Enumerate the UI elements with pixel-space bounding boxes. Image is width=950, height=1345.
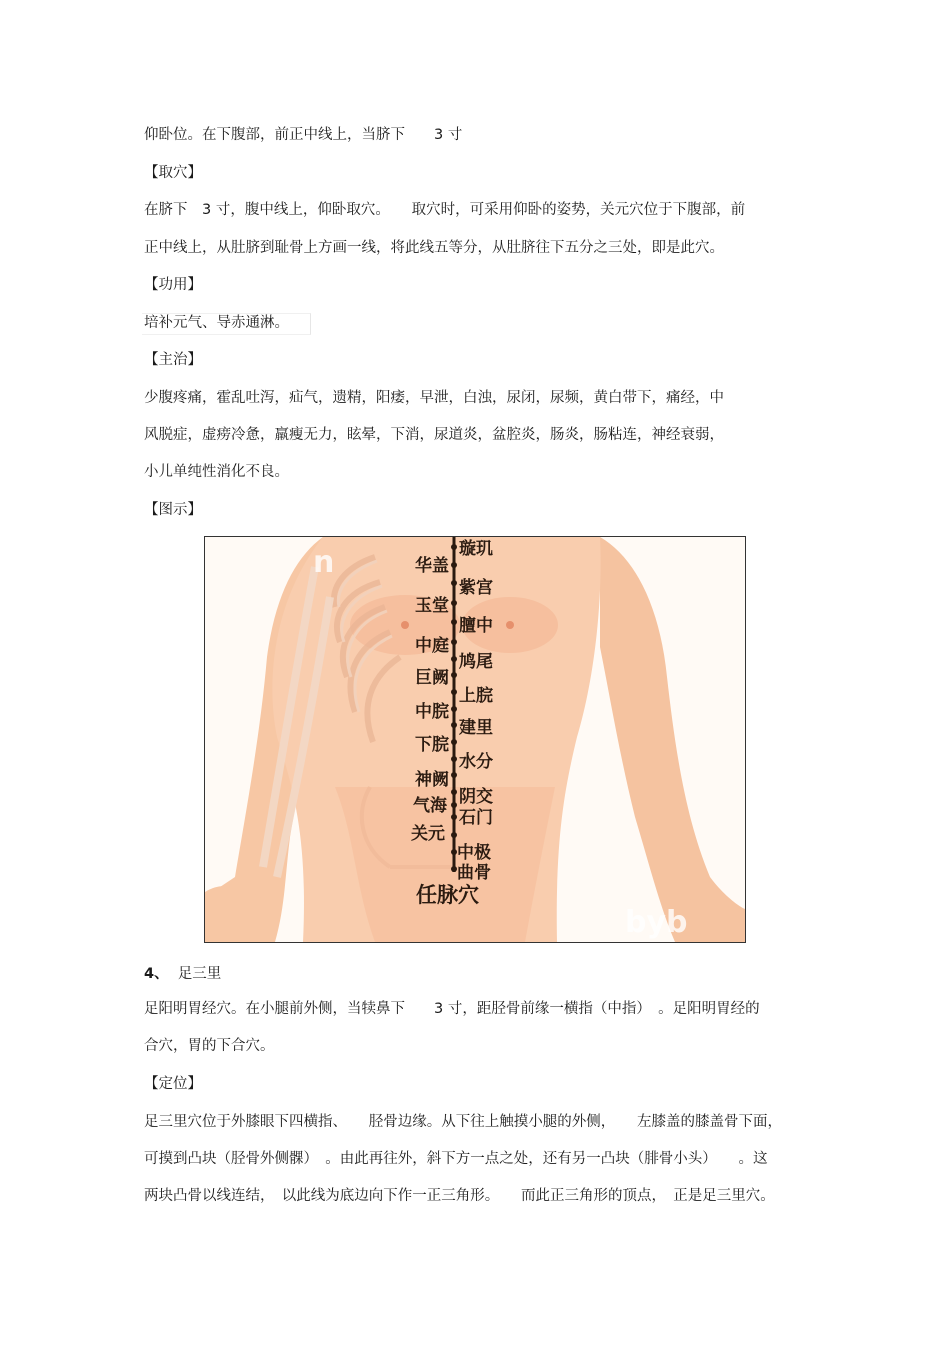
section-heading-gongyong: 【功用】	[144, 277, 202, 293]
section-heading-tushi: 【图示】	[144, 502, 202, 518]
acupoint-label-right: 紫宫	[459, 578, 493, 598]
text-line: 在脐下 3 寸，腹中线上，仰卧取穴。 取穴时，可采用仰卧的姿势，关元穴位于下腹部，前	[144, 202, 746, 218]
section-number	[144, 964, 221, 984]
acupoint-label-left: 巨阙	[415, 668, 449, 688]
acupoint-label-left: 中庭	[415, 636, 449, 656]
text-line: 小儿单纯性消化不良。	[144, 464, 289, 480]
figure-title: 任脉穴	[416, 882, 479, 907]
text-line: 培补元气、导赤通淋。	[144, 315, 289, 331]
acupoint-label-right: 上脘	[459, 686, 493, 706]
text-line: 少腹疼痛，霍乱吐泻，疝气，遗精，阳痿，早泄，白浊，尿闭，尿频，黄白带下，痛经，中	[144, 390, 724, 406]
acupoint-label-right: 膻中	[459, 616, 493, 636]
acupoint-label-right: 水分	[459, 752, 493, 772]
text-line: 两块凸骨以线连结， 以此线为底边向下作一正三角形。 而此正三角形的顶点， 正是足三里穴。	[144, 1188, 775, 1204]
section-number-label: 4、	[144, 966, 169, 982]
acupoint-label-left: 关元	[411, 824, 445, 844]
text-line: 正中线上，从肚脐到耻骨上方画一线，将此线五等分，从肚脐往下五分之三处，即是此穴。	[144, 240, 724, 256]
acupoint-label-left: 神阙	[415, 770, 449, 790]
acupoint-label-right: 石门	[459, 808, 493, 828]
acupoint-label-left: 华盖	[415, 556, 449, 576]
watermark-bottom: byb	[625, 905, 688, 940]
acupoint-label-right: 璇玑	[459, 539, 493, 559]
acupoint-label-right: 建里	[459, 718, 493, 738]
acupoint-label-right: 阴交	[459, 787, 493, 807]
acupoint-label-left: 气海	[413, 796, 447, 816]
acupoint-label-right: 鸠尾	[459, 652, 493, 672]
text-line: 可摸到凸块（胫骨外侧髁） 。由此再往外，斜下方一点之处，还有另一凸块（腓骨小头） 。这	[144, 1151, 768, 1167]
acupoint-label-left: 玉堂	[415, 596, 449, 616]
text-line: 风脱症，虚痨冷惫，羸瘦无力，眩晕，下消，尿道炎，盆腔炎，肠炎，肠粘连，神经衰弱，	[144, 427, 724, 443]
watermark-top: n	[313, 545, 335, 580]
acupoint-label-left: 下脘	[415, 735, 449, 755]
acupoint-figure	[204, 536, 746, 943]
text-line: 足阳明胃经穴。在小腿前外侧，当犊鼻下 3 寸，距胫骨前缘一横指（中指） 。足阳明胃经的	[144, 1001, 760, 1017]
acupoint-label-left: 中脘	[415, 702, 449, 722]
acupoint-label-right: 曲骨	[457, 863, 491, 883]
text-line: 仰卧位。在下腹部，前正中线上，当脐下 3 寸	[144, 127, 463, 143]
section-title: 足三里	[177, 966, 222, 982]
text-line: 合穴，胃的下合穴。	[144, 1038, 275, 1054]
acupoint-label-right: 中极	[457, 843, 491, 863]
section-heading-zhuzhi: 【主治】	[144, 352, 202, 368]
section-heading-dingwei: 【定位】	[144, 1076, 202, 1092]
section-heading-quxue: 【取穴】	[144, 165, 202, 181]
text-line: 足三里穴位于外膝眼下四横指、 胫骨边缘。从下往上触摸小腿的外侧， 左膝盖的膝盖骨下面，	[144, 1114, 782, 1130]
